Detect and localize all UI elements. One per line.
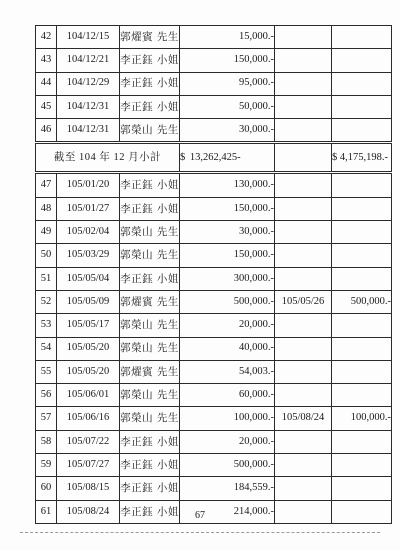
row-number: 43 [36, 49, 57, 72]
row-name: 郭榮山 先生 [120, 384, 180, 407]
row-amount: 150,000.- [180, 49, 275, 72]
row-number: 53 [36, 314, 57, 337]
row-amount2 [332, 337, 392, 360]
row-amount2 [332, 197, 392, 220]
subtotal-empty-cell [275, 143, 332, 173]
row-number: 50 [36, 244, 57, 267]
row-date2 [275, 454, 332, 477]
table-row [36, 384, 392, 407]
row-number: 48 [36, 197, 57, 220]
table-row [36, 173, 392, 197]
ledger-subtotal [36, 143, 392, 173]
row-amount: 20,000.- [180, 430, 275, 453]
footer-divider [20, 532, 380, 533]
row-number: 60 [36, 477, 57, 500]
row-date2 [275, 314, 332, 337]
row-date2 [275, 221, 332, 244]
row-date: 105/08/15 [57, 477, 120, 500]
row-date: 105/05/09 [57, 290, 120, 313]
table-row [36, 119, 392, 143]
row-name: 郭榮山 先生 [120, 119, 180, 143]
row-date: 104/12/29 [57, 72, 120, 95]
table-row [36, 95, 392, 118]
row-date: 105/05/04 [57, 267, 120, 290]
row-amount: 30,000.- [180, 221, 275, 244]
row-date2 [275, 244, 332, 267]
table-row [36, 49, 392, 72]
row-date2: 105/08/24 [275, 407, 332, 430]
table-row [36, 244, 392, 267]
row-name: 郭燿賓 先生 [120, 360, 180, 383]
row-date2 [275, 197, 332, 220]
row-date2 [275, 477, 332, 500]
row-date2 [275, 360, 332, 383]
subtotal-amount2-cell [332, 143, 392, 173]
row-amount2 [332, 72, 392, 95]
row-amount: 214,000.- [180, 500, 275, 523]
row-name: 李正鈺 小姐 [120, 72, 180, 95]
row-number: 59 [36, 454, 57, 477]
row-number: 51 [36, 267, 57, 290]
ledger-rows-top [36, 26, 392, 143]
row-date: 104/12/15 [57, 26, 120, 49]
row-amount: 20,000.- [180, 314, 275, 337]
row-amount: 15,000.- [180, 26, 275, 49]
row-amount2 [332, 26, 392, 49]
row-name: 李正鈺 小姐 [120, 173, 180, 197]
row-name: 郭燿賓 先生 [120, 290, 180, 313]
row-name: 郭榮山 先生 [120, 337, 180, 360]
row-date2 [275, 72, 332, 95]
row-date2 [275, 337, 332, 360]
row-amount2 [332, 221, 392, 244]
row-amount: 130,000.- [180, 173, 275, 197]
subtotal-currency2: $ [332, 151, 338, 163]
table-row [36, 430, 392, 453]
ledger-rows-bottom [36, 173, 392, 523]
table-row [36, 290, 392, 313]
row-name: 李正鈺 小姐 [120, 500, 180, 523]
row-number: 42 [36, 26, 57, 49]
row-amount: 150,000.- [180, 197, 275, 220]
row-date2 [275, 95, 332, 118]
row-name: 李正鈺 小姐 [120, 267, 180, 290]
subtotal-amount: 13,262,425- [189, 151, 241, 163]
row-amount2 [332, 430, 392, 453]
row-amount2 [332, 384, 392, 407]
row-amount2 [332, 314, 392, 337]
row-date: 105/05/20 [57, 337, 120, 360]
row-date2 [275, 430, 332, 453]
row-name: 李正鈺 小姐 [120, 197, 180, 220]
row-amount2 [332, 454, 392, 477]
table-row [36, 407, 392, 430]
row-date: 104/12/31 [57, 119, 120, 143]
row-number: 56 [36, 384, 57, 407]
row-name: 李正鈺 小姐 [120, 454, 180, 477]
row-name: 郭榮山 先生 [120, 314, 180, 337]
row-date2 [275, 173, 332, 197]
row-date: 105/06/01 [57, 384, 120, 407]
subtotal-row [36, 143, 392, 173]
row-amount: 500,000.- [180, 290, 275, 313]
row-amount: 150,000.- [180, 244, 275, 267]
row-number: 44 [36, 72, 57, 95]
row-name: 李正鈺 小姐 [120, 430, 180, 453]
ledger-table [35, 25, 392, 524]
row-number: 47 [36, 173, 57, 197]
table-row [36, 26, 392, 49]
row-amount: 95,000.- [180, 72, 275, 95]
row-amount2: 100,000.- [332, 407, 392, 430]
row-date: 104/12/21 [57, 49, 120, 72]
row-date2 [275, 26, 332, 49]
row-date: 105/07/22 [57, 430, 120, 453]
row-date2 [275, 384, 332, 407]
row-amount: 184,559.- [180, 477, 275, 500]
table-row [36, 360, 392, 383]
row-number: 46 [36, 119, 57, 143]
subtotal-amount-cell [180, 143, 275, 173]
table-row [36, 314, 392, 337]
row-date: 105/07/27 [57, 454, 120, 477]
table-row [36, 477, 392, 500]
table-row [36, 267, 392, 290]
table-row [36, 454, 392, 477]
row-amount: 100,000.- [180, 407, 275, 430]
subtotal-label: 截至 104 年 12 月小計 [36, 143, 180, 173]
row-date: 105/02/04 [57, 221, 120, 244]
row-number: 49 [36, 221, 57, 244]
row-amount: 54,003.- [180, 360, 275, 383]
row-date: 105/01/27 [57, 197, 120, 220]
row-date: 105/05/20 [57, 360, 120, 383]
row-amount2 [332, 95, 392, 118]
row-date: 105/08/24 [57, 500, 120, 523]
row-amount2 [332, 477, 392, 500]
page-number: 67 [195, 510, 205, 521]
table-row [36, 72, 392, 95]
row-amount: 50,000.- [180, 95, 275, 118]
row-name: 郭榮山 先生 [120, 244, 180, 267]
row-name: 李正鈺 小姐 [120, 49, 180, 72]
row-amount: 300,000.- [180, 267, 275, 290]
row-number: 57 [36, 407, 57, 430]
row-amount: 40,000.- [180, 337, 275, 360]
row-name: 李正鈺 小姐 [120, 477, 180, 500]
row-date2: 105/05/26 [275, 290, 332, 313]
row-amount2 [332, 267, 392, 290]
row-amount2: 500,000.- [332, 290, 392, 313]
row-name: 李正鈺 小姐 [120, 95, 180, 118]
row-number: 45 [36, 95, 57, 118]
row-amount2 [332, 119, 392, 143]
row-date2 [275, 119, 332, 143]
row-amount: 30,000.- [180, 119, 275, 143]
row-date2 [275, 49, 332, 72]
subtotal-currency: $ [180, 151, 186, 163]
row-amount2 [332, 173, 392, 197]
table-row [36, 197, 392, 220]
row-amount2 [332, 49, 392, 72]
row-name: 郭榮山 先生 [120, 221, 180, 244]
table-row [36, 221, 392, 244]
row-number: 58 [36, 430, 57, 453]
row-name: 郭榮山 先生 [120, 407, 180, 430]
row-date: 105/05/17 [57, 314, 120, 337]
table-row [36, 337, 392, 360]
subtotal-amount2: 4,175,198.- [339, 151, 388, 163]
row-amount2 [332, 360, 392, 383]
row-date2 [275, 267, 332, 290]
row-name: 郭燿賓 先生 [120, 26, 180, 49]
row-date: 104/12/31 [57, 95, 120, 118]
row-number: 55 [36, 360, 57, 383]
row-number: 54 [36, 337, 57, 360]
row-date: 105/06/16 [57, 407, 120, 430]
row-number: 52 [36, 290, 57, 313]
row-amount2 [332, 244, 392, 267]
row-date: 105/01/20 [57, 173, 120, 197]
row-amount: 500,000.- [180, 454, 275, 477]
row-date: 105/03/29 [57, 244, 120, 267]
row-amount: 60,000.- [180, 384, 275, 407]
row-number: 61 [36, 500, 57, 523]
